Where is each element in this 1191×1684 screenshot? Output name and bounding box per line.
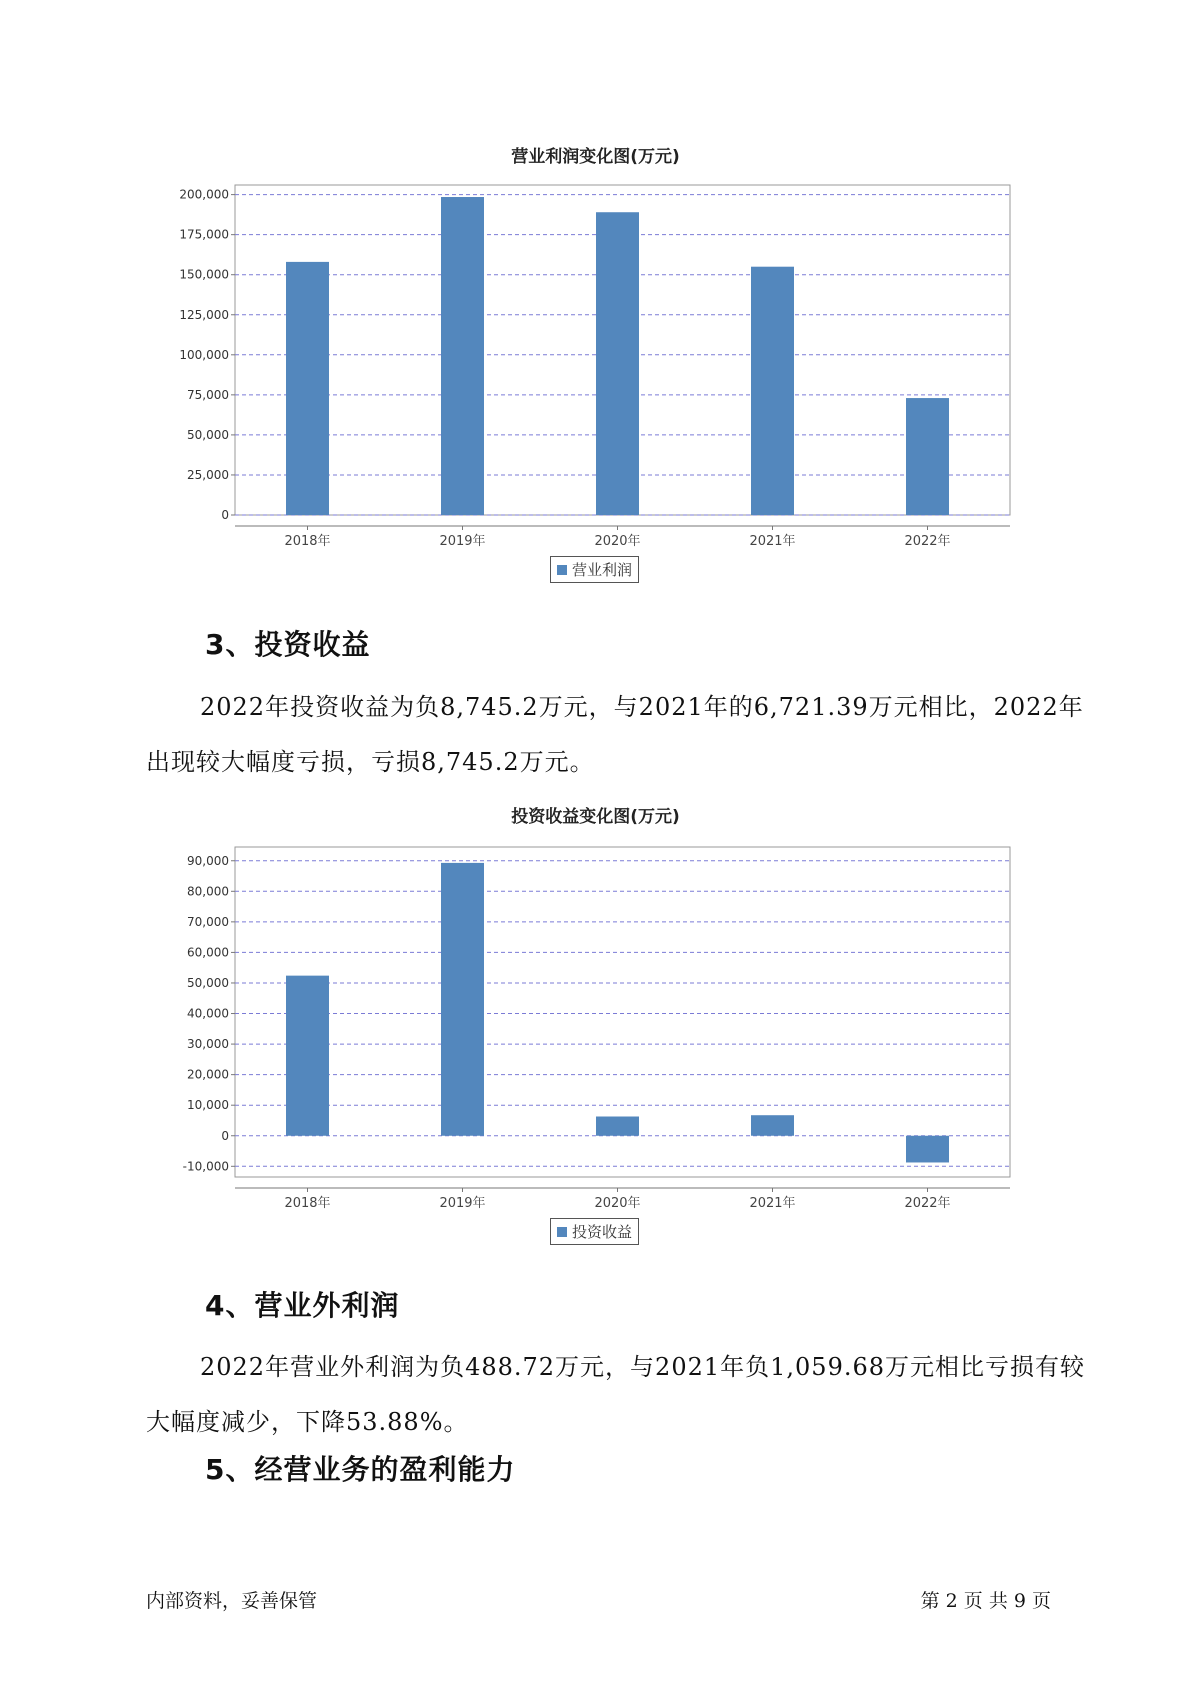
chart2-legend-swatch bbox=[557, 1227, 567, 1237]
chart2-y-tick-label: 70,000 bbox=[187, 914, 229, 929]
section4-heading: 4、营业外利润 bbox=[205, 1289, 400, 1322]
chart2-y-tick-label: -10,000 bbox=[182, 1159, 229, 1174]
chart2-legend-label: 投资收益 bbox=[572, 1223, 633, 1241]
chart1-y-tick-label: 75,000 bbox=[187, 387, 229, 402]
chart1-y-tick-label: 0 bbox=[221, 508, 229, 522]
chart2-x-tick-label: 2022年 bbox=[904, 1196, 951, 1211]
chart1-bar-2022年 bbox=[906, 398, 949, 515]
chart2-bar-2022年 bbox=[906, 1136, 949, 1163]
chart2-y-tick-label: 0 bbox=[221, 1128, 229, 1143]
chart1-y-tick-label: 175,000 bbox=[179, 227, 229, 242]
chart2-bar-2020年 bbox=[596, 1117, 639, 1136]
section3-heading: 3、投资收益 bbox=[205, 628, 371, 661]
chart2-y-tick-label: 80,000 bbox=[187, 884, 229, 899]
chart1-title: 营业利润变化图(万元) bbox=[511, 147, 680, 167]
chart2-legend bbox=[550, 1218, 639, 1245]
section4-paragraph: 2022年营业外利润为负488.72万元，与2021年负1,059.68万元相比亏损有较大幅度减少，下降53.88%。 bbox=[146, 1353, 1086, 1436]
chart1-x-tick-label: 2022年 bbox=[904, 534, 951, 549]
chart2-bar-2019年 bbox=[441, 863, 484, 1136]
footer-page-number: 第 2 页 共 9 页 bbox=[920, 1590, 1051, 1612]
chart2-y-tick-label: 50,000 bbox=[187, 975, 229, 990]
chart2-x-tick-label: 2018年 bbox=[284, 1196, 331, 1211]
chart2-y-tick-label: 40,000 bbox=[187, 1006, 229, 1021]
chart1-y-tick-label: 25,000 bbox=[187, 467, 229, 482]
footer-confidential-note: 内部资料，妥善保管 bbox=[146, 1590, 318, 1612]
chart2-y-tick-label: 20,000 bbox=[187, 1067, 229, 1082]
chart1-y-tick-label: 125,000 bbox=[179, 307, 229, 322]
chart1-x-tick-label: 2019年 bbox=[439, 534, 486, 549]
chart1-y-tick-label: 200,000 bbox=[179, 187, 229, 202]
chart1-x-tick-label: 2020年 bbox=[594, 534, 641, 549]
chart2-y-tick-label: 10,000 bbox=[187, 1098, 229, 1113]
chart1-bar-2020年 bbox=[596, 212, 639, 515]
operating-profit-chart bbox=[0, 170, 1191, 550]
chart1-bar-2019年 bbox=[441, 197, 484, 515]
chart1-y-tick-label: 100,000 bbox=[179, 347, 229, 362]
chart1-x-tick-label: 2021年 bbox=[749, 534, 796, 549]
chart2-x-tick-label: 2020年 bbox=[594, 1196, 641, 1211]
chart2-x-tick-label: 2019年 bbox=[439, 1196, 486, 1211]
chart2-bar-2021年 bbox=[751, 1115, 794, 1136]
chart1-legend bbox=[550, 556, 639, 583]
chart2-y-tick-label: 30,000 bbox=[187, 1037, 229, 1052]
chart1-x-tick-label: 2018年 bbox=[284, 534, 331, 549]
chart1-bar-2021年 bbox=[751, 267, 794, 515]
chart2-bar-2018年 bbox=[286, 976, 329, 1136]
chart1-y-tick-label: 50,000 bbox=[187, 427, 229, 442]
investment-income-chart bbox=[0, 832, 1191, 1212]
chart2-y-tick-label: 60,000 bbox=[187, 945, 229, 960]
chart2-title: 投资收益变化图(万元) bbox=[511, 807, 680, 827]
section5-heading: 5、经营业务的盈利能力 bbox=[205, 1453, 516, 1486]
chart1-legend-label: 营业利润 bbox=[572, 561, 633, 579]
chart2-y-tick-label: 90,000 bbox=[187, 853, 229, 868]
chart2-x-tick-label: 2021年 bbox=[749, 1196, 796, 1211]
chart1-y-tick-label: 150,000 bbox=[179, 267, 229, 282]
section3-paragraph: 2022年投资收益为负8,745.2万元，与2021年的6,721.39万元相比，2022年出现较大幅度亏损，亏损8,745.2万元。 bbox=[146, 693, 1084, 776]
chart1-bar-2018年 bbox=[286, 262, 329, 515]
chart1-legend-swatch bbox=[557, 565, 567, 575]
